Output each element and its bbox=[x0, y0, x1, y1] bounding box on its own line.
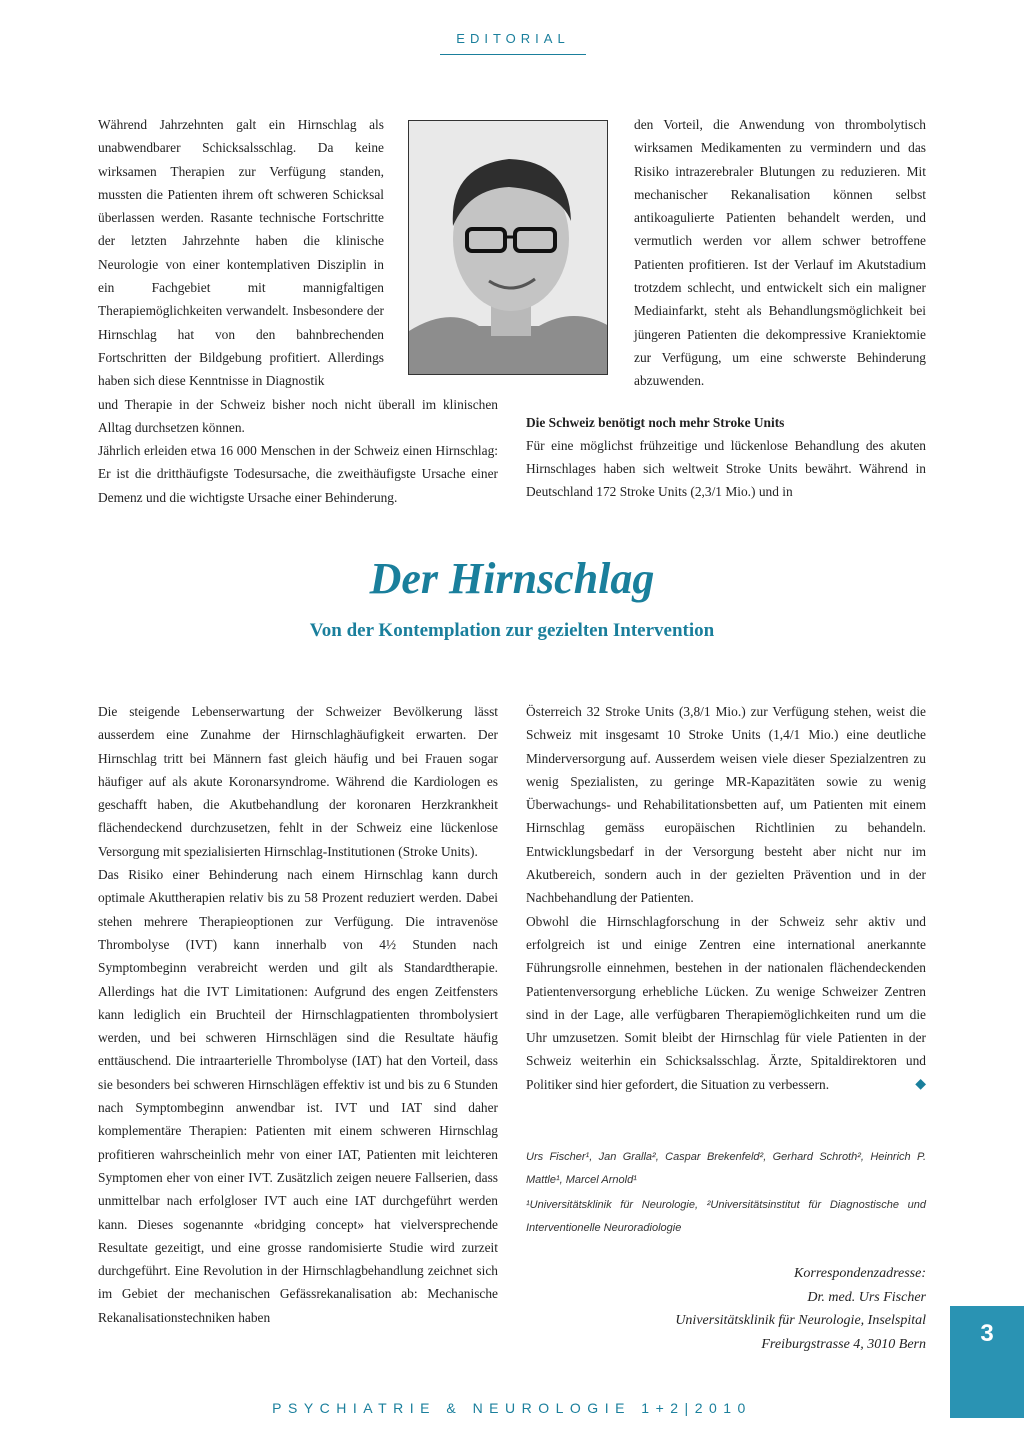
correspondence-institution: Universitätsklinik für Neurologie, Inselspital bbox=[675, 1313, 926, 1328]
body-left-column bbox=[98, 700, 498, 1329]
body-right-paragraph: Österreich 32 Stroke Units (3,8/1 Mio.) zur Verfügung stehen, weist die Schweiz mit insgesamt 10 Stroke Units (1,4/1 Mio.) eine deutliche Minderversorgung auf. Ausserdem weisen viele dieser Spezialzentren zu wenig Spezialisten, zu geringe MR-Kapazitäten sowie zu wenig Überwachungs- und Rehabilitationsbetten auf, um Patienten mit einem Hirnschlag gemäss europäischen Richtlinien zu behandeln. Entwicklungsbedarf in der Versorgung besteht aber nicht nur im Akutbereich, sondern auch in der gezielten Prävention und in der Nachbehandlung der Patienten. bbox=[526, 704, 926, 906]
header-rule bbox=[440, 54, 586, 55]
section-subheading: Die Schweiz benötigt noch mehr Stroke Units bbox=[526, 414, 785, 430]
section-header: EDITORIAL bbox=[456, 31, 570, 46]
author-block bbox=[526, 1146, 926, 1239]
body-left-paragraph: Die steigende Lebenserwartung der Schweizer Bevölkerung lässt ausserdem eine Zunahme der Hirnschlaghäufigkeit erwarten. Der Hirnschlag tritt bei Männern fast gleich häufig und bei Frauen sogar häufiger auf als akute Koronarsyndrome. Während die Kardiologen es geschafft haben, die Akutbehandlung der koronaren Herzkrankheit flächendeckend durchzusetzen, fehlt in der Schweiz eine lückenlose Versorgung mit spezialisierten Hirnschlag-Institutionen (Stroke Units). bbox=[98, 704, 498, 859]
body-left-paragraph: Das Risiko einer Behinderung nach einem Hirnschlag kann durch optimale Akuttherapien relativ bis zu 58 Prozent reduziert werden. Dabei stehen mehrere Therapieoptionen zur Verfügung. Die intravenöse Thrombolyse (IVT) kann innerhalb von 4½ Stunden nach Symptombeginn verabreicht werden und gilt als Standardtherapie. Allerdings hat die IVT Limitationen: Aufgrund des engen Zeitfensters kann lediglich ein Bruchteil der Hirnschlagpatienten thrombolysiert werden, und bei schweren Hirnschlägen sind die Resultate häufig enttäuschend. Die intraarterielle Thrombolyse (IAT) hat den Vorteil, dass sie besonders bei schweren Hirnschlägen effektiv ist und bis zu 6 Stunden nach Symptombeginn anwendbar ist. IVT und IAT sind daher komplementäre Therapien: Patienten mit einem schweren Hirnschlag profitieren wahrscheinlich mehr von einer IAT, Patienten mit leichteren Symptomen eher von einer IVT. Zusätzlich zeigen neuere Fallserien, dass unmittelbar nach erfolgloser IVT auch eine IAT durchgeführt werden kann. Dieses sogenannte «bridging concept» hat vielversprechende Resultate gezeitigt, und eine grosse randomisierte Studie wird zurzeit durchgeführt. Eine Revolution in der Hirnschlagbehandlung zeichnet sich im Gebiet der mechanischen Gefässrekanalisation ab: Mechanische Rekanalisationstechniken haben bbox=[98, 867, 498, 1325]
correspondence-address: Freiburgstrasse 4, 3010 Bern bbox=[761, 1336, 926, 1352]
article-subtitle: Von der Kontemplation zur gezielten Intervention bbox=[309, 620, 715, 641]
page-number: 3 bbox=[980, 1320, 994, 1347]
correspondence-block bbox=[526, 1262, 926, 1356]
lead-left-narrow-text: Während Jahrzehnten galt ein Hirnschlag als unabwendbarer Schicksalsschlag. Da keine wirksamen Therapien zur Verfügung standen, mussten die Patienten ihrem oft schweren Schicksal überlassen werden. Rasante technische Fortschritte der letzten Jahrzehnte haben die klinische Neurologie von einer kontemplativen Disziplin in ein Fachgebiet mit mannigfaltigen Therapiemöglichkeiten verwandelt. Insbesondere der Hirnschlag hat von den bahnbrechenden Fortschritten der Bildgebung profitiert. Allerdings haben sich diese Kenntnisse in Diagnostik bbox=[98, 117, 384, 389]
correspondence-name: Dr. med. Urs Fischer bbox=[807, 1289, 926, 1305]
article-title: Der Hirnschlag bbox=[369, 554, 655, 603]
lead-right-narrow-text: den Vorteil, die Anwendung von thrombolytisch wirksamen Medikamenten zu vermindern und das Risiko intrazerebraler Blutungen zu reduzieren. Mit mechanischer Rekanalisation können selbst antikoagulierte Patienten behandelt werden, und vermutlich werden vor allem schwer betroffene Patienten profitieren. Ist der Verlauf im Akutstadium trotzdem schlecht, und entwickelt sich ein maligner Mediainfarkt, steht als Behandlungsmöglichkeit bei jüngeren Patienten die dekompressive Kraniektomie zur Verfügung, um eine schwerste Behinderung abzuwenden. bbox=[634, 117, 926, 389]
author-affiliations: ¹Universitätsklinik für Neurologie, ²Universitätsinstitut für Diagnostische und Interventionelle Neuroradiologie bbox=[526, 1199, 926, 1234]
body-right-last-text: Obwohl die Hirnschlagforschung in der Schweiz sehr aktiv und erfolgreich ist und einige Zentren eine international anerkannte Führungsrolle einnehmen, bestehen in der nationalen flächendeckenden Patientenversorgung erhebliche Lücken. Zu wenige Schweizer Zentren sind in der Lage, alle verfügbaren Therapiemöglichkeiten rund um die Uhr umzusetzen. Somit bleibt der Hirnschlag für viele Patienten in der Schweiz weiterhin ein Schicksalsschlag. Ärzte, Spitaldirektoren und Politiker sind hier gefordert, die Situation zu verbessern. bbox=[526, 913, 926, 1092]
body-right-paragraph-last bbox=[526, 910, 926, 1096]
lead-left-paragraph-2: Jährlich erleiden etwa 16 000 Menschen in der Schweiz einen Hirnschlag: Er ist die dritthäufigste Todesursache, die zweithäufigste Ursache einer Demenz und die wichtigste Ursache einer Behinderung. bbox=[98, 443, 498, 505]
correspondence-label: Korrespondenzadresse: bbox=[794, 1266, 926, 1281]
end-diamond-icon: ◆ bbox=[915, 1076, 926, 1092]
lead-right-column bbox=[526, 113, 926, 504]
lead-right-paragraph-2: Für eine möglichst frühzeitige und lückenlose Behandlung des akuten Hirnschlages haben sich weltweit Stroke Units bewährt. Während in Deutschland 172 Stroke Units (2,3/1 Mio.) und in bbox=[526, 437, 926, 500]
author-names: Urs Fischer¹, Jan Gralla², Caspar Brekenfeld², Gerhard Schroth², Heinrich P. Mattle¹, Marcel Arnold¹ bbox=[526, 1151, 926, 1186]
body-right-column bbox=[526, 700, 926, 1096]
lead-left-full-text: und Therapie in der Schweiz bisher noch nicht überall im klinischen Alltag durchsetzen können. bbox=[98, 396, 498, 435]
journal-footer: PSYCHIATRIE & NEUROLOGIE 1+2|2010 bbox=[272, 1400, 752, 1416]
